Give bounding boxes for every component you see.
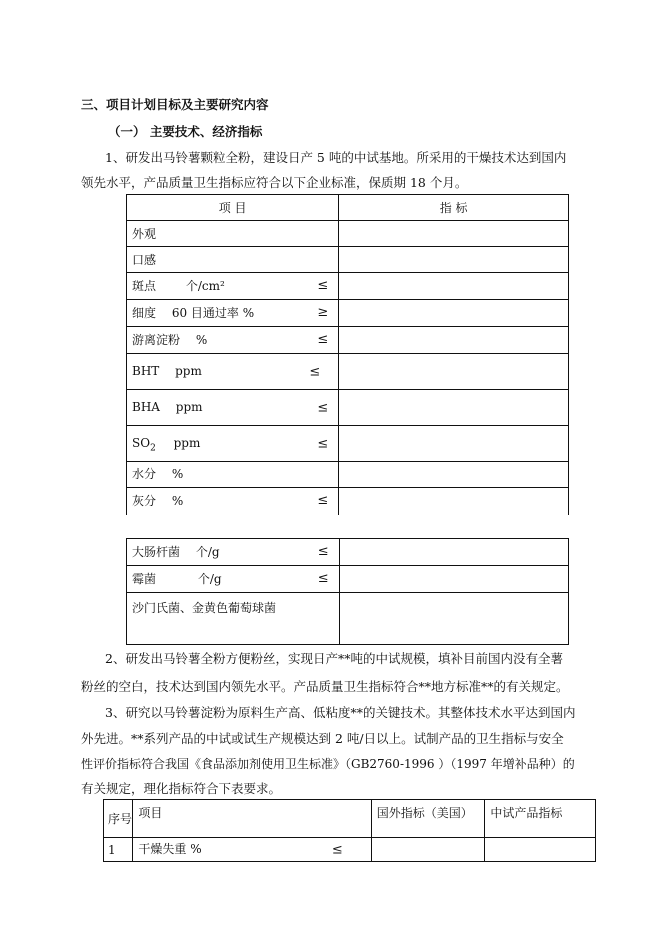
- table-row: [127, 273, 569, 300]
- symbol: ≤: [317, 493, 329, 509]
- table-row: [127, 300, 569, 327]
- row-value: [339, 462, 569, 488]
- row-value: [339, 300, 569, 327]
- row-unit: ppm: [173, 436, 201, 450]
- symbol: ≤: [317, 332, 329, 347]
- symbol: ≤: [309, 364, 321, 379]
- table-row: [127, 566, 569, 593]
- item2-line2: 粉丝的空白，技术达到国内领先水平。产品质量卫生指标符合**地方标准**的有关规定。: [81, 679, 569, 694]
- row-name: 细度: [132, 306, 157, 320]
- row-value: [339, 221, 569, 247]
- row-unit: %: [171, 494, 184, 509]
- table-row: [127, 221, 569, 247]
- header-item: 项 目: [127, 195, 339, 221]
- row-unit: 60 目通过率 %: [171, 306, 255, 320]
- item2-line1: 2、研发出马铃薯全粉方便粉丝，实现日产**吨的中试规模，填补目前国内没有全薯: [105, 651, 563, 666]
- row-name: 水分: [132, 467, 157, 481]
- symbol: ≤: [317, 400, 329, 415]
- row-name: 游离淀粉: [132, 333, 181, 347]
- item3-line4: 有关规定，理化指标符合下表要求。: [81, 781, 282, 796]
- header-index: 指 标: [339, 195, 569, 221]
- row-pilot-value: [485, 838, 596, 862]
- table-header-row: [127, 195, 569, 221]
- row-value: [339, 426, 569, 462]
- row-unit: ppm: [175, 400, 203, 414]
- table-row: [127, 354, 569, 390]
- row-subscript: 2: [150, 443, 156, 454]
- table-row: [127, 593, 569, 645]
- header-foreign: 国外指标（美国）: [371, 800, 485, 838]
- header-seq: 序号: [104, 800, 133, 838]
- row-unit: 个/cm²: [185, 279, 225, 293]
- row-name: 斑点: [132, 279, 157, 293]
- table-row: [127, 462, 569, 488]
- row-name: 大肠杆菌: [132, 545, 181, 559]
- row-value: [339, 390, 569, 426]
- row-name: 口感: [127, 247, 339, 273]
- table-row: [127, 247, 569, 273]
- row-unit: %: [195, 333, 208, 347]
- row-value: [339, 273, 569, 300]
- row-foreign-value: [371, 838, 485, 862]
- row-name: BHA: [132, 400, 160, 414]
- row-name: SO: [132, 436, 151, 450]
- section-title: 三、项目计划目标及主要研究内容: [81, 97, 269, 112]
- indicator-table-2: [126, 538, 569, 645]
- row-value: [339, 354, 569, 390]
- symbol: ≤: [331, 842, 343, 857]
- table-row: [127, 327, 569, 354]
- row-value: [339, 566, 568, 593]
- header-item: 项目: [133, 800, 371, 838]
- table-row: [127, 539, 569, 566]
- item3-line3: 性评价指标符合我国《食品添加剂使用卫生标准》（GB2760-1996 ）（1997 年增补品种）的: [81, 757, 575, 771]
- row-unit: 个/g: [197, 572, 222, 586]
- subsection-title: （一） 主要技术、经济指标: [108, 124, 263, 139]
- table-row: [127, 488, 569, 515]
- table-row: [127, 390, 569, 426]
- row-unit: 个/g: [195, 545, 220, 559]
- row-value: [339, 247, 569, 273]
- indicator-table-1: [126, 194, 569, 515]
- row-unit: %: [171, 467, 184, 481]
- table-header-row: [104, 800, 596, 838]
- header-pilot: 中试产品指标: [485, 800, 596, 838]
- symbol: ≤: [317, 571, 329, 586]
- table-row: [104, 838, 596, 862]
- row-value: [339, 593, 568, 645]
- row-value: [339, 539, 568, 566]
- table-row: [127, 426, 569, 462]
- row-name: BHT: [132, 364, 160, 378]
- row-name: 干燥失重 %: [138, 842, 202, 856]
- row-value: [339, 488, 569, 515]
- symbol: ≥: [317, 305, 329, 320]
- row-name: 灰分: [132, 494, 157, 509]
- item1-line1: 1、研发出马铃薯颗粒全粉，建设日产 5 吨的中试基地。所采用的干燥技术达到国内: [105, 150, 567, 165]
- row-unit: ppm: [175, 364, 202, 378]
- row-name: 沙门氏菌、金黄色葡萄球菌: [127, 593, 340, 645]
- symbol: ≤: [317, 278, 329, 293]
- row-value: [339, 327, 569, 354]
- row-name: 外观: [127, 221, 339, 247]
- physchem-table: [103, 799, 596, 862]
- row-name: 霉菌: [132, 572, 157, 586]
- item1-line2: 领先水平，产品质量卫生指标应符合以下企业标准，保质期 18 个月。: [81, 175, 468, 190]
- item3-line2: 外先进。**系列产品的中试或试生产规模达到 2 吨/日以上。试制产品的卫生指标与安全: [81, 731, 564, 746]
- row-seq: 1: [104, 838, 133, 862]
- item3-line1: 3、研究以马铃薯淀粉为原料生产高、低粘度**的关键技术。其整体技术水平达到国内: [105, 705, 576, 720]
- symbol: ≤: [317, 544, 329, 559]
- symbol: ≤: [317, 436, 329, 451]
